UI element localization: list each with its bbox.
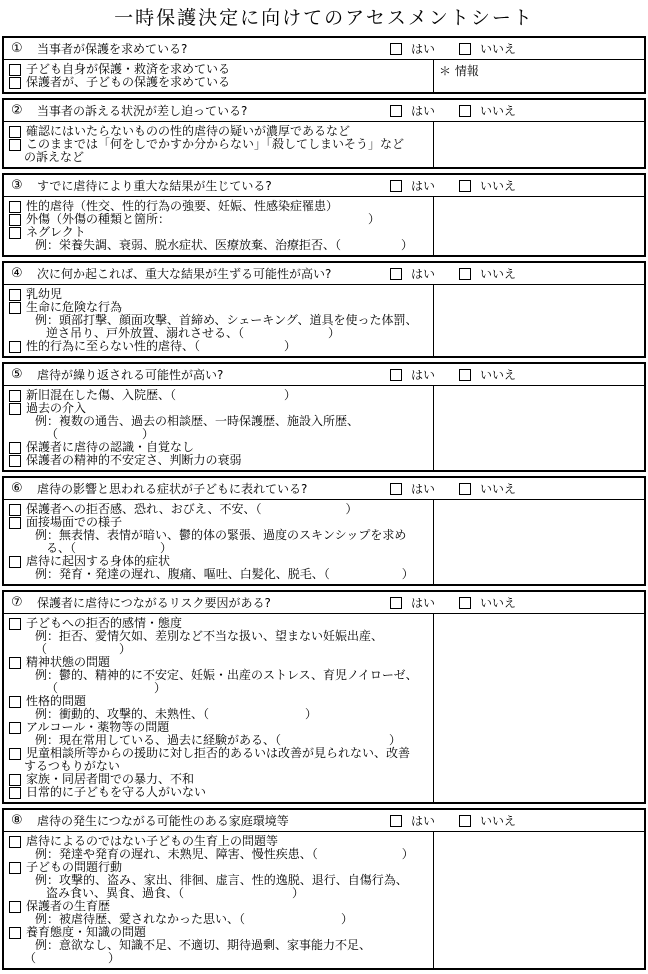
item-text: 例：頭部打撃、顔面攻撃、首締め、シェーキング、道具を使った体罰、 bbox=[35, 313, 418, 327]
yes-checkbox[interactable] bbox=[390, 815, 402, 827]
info-column bbox=[433, 500, 644, 584]
item-checkbox[interactable] bbox=[9, 403, 21, 415]
yes-label: はい bbox=[411, 814, 436, 828]
no-checkbox[interactable] bbox=[459, 43, 471, 55]
checklist bbox=[4, 500, 433, 584]
checklist bbox=[4, 285, 433, 356]
item-text: 子どもへの拒否的感情・態度 bbox=[26, 616, 183, 630]
item-text: 例：発達や発育の遅れ、未熟児、障害、慢性疾患、（ ） bbox=[35, 847, 414, 861]
item-text: 外傷（外傷の種類と箇所： ） bbox=[26, 212, 381, 226]
checklist bbox=[4, 60, 433, 92]
item-text: 例：攻撃的、盗み、家出、徘徊、虚言、性的逸脱、退行、自傷行為、 bbox=[35, 873, 408, 887]
section-number: ③ bbox=[11, 178, 23, 193]
info-column bbox=[433, 386, 644, 470]
item-text: 過去の介入 bbox=[26, 401, 87, 415]
no-checkbox[interactable] bbox=[459, 180, 471, 192]
no-label: いいえ bbox=[480, 368, 517, 382]
item-text: 確認にはいたらないものの性的虐待の疑いが濃厚であるなど bbox=[26, 124, 351, 138]
section-header bbox=[4, 175, 644, 197]
no-checkbox[interactable] bbox=[459, 369, 471, 381]
item-checkbox[interactable] bbox=[9, 289, 21, 301]
item-checkbox[interactable] bbox=[9, 517, 21, 529]
section-header bbox=[4, 592, 644, 614]
yes-checkbox[interactable] bbox=[390, 369, 402, 381]
section-number: ② bbox=[11, 103, 23, 118]
info-column bbox=[433, 122, 644, 167]
item-text: 児童相談所等からの援助に対し拒否的あるいは改善が見られない、改善 bbox=[26, 746, 411, 760]
answer-options bbox=[390, 100, 516, 121]
no-label: いいえ bbox=[480, 267, 517, 281]
section-body bbox=[4, 832, 644, 968]
section-question: 次に何か起これば、重大な結果が生ずる可能性が高い? bbox=[37, 267, 332, 281]
section bbox=[2, 98, 646, 169]
answer-options bbox=[390, 263, 516, 284]
yes-label: はい bbox=[411, 179, 436, 193]
yes-label: はい bbox=[411, 596, 436, 610]
item-text: 乳幼児 bbox=[26, 287, 63, 301]
section-body bbox=[4, 122, 644, 167]
no-label: いいえ bbox=[480, 104, 517, 118]
info-column bbox=[433, 60, 644, 92]
no-checkbox[interactable] bbox=[459, 268, 471, 280]
item-text: 例：衝動的、攻撃的、未熟性、（ ） bbox=[35, 707, 318, 721]
item-checkbox[interactable] bbox=[9, 455, 21, 467]
item-text: （ ） bbox=[24, 951, 121, 965]
yes-label: はい bbox=[411, 368, 436, 382]
section bbox=[2, 36, 646, 94]
item-checkbox[interactable] bbox=[9, 787, 21, 799]
section-question: 当事者の訴える状況が差し迫っている? bbox=[37, 104, 248, 118]
item-text: するつもりがない bbox=[24, 759, 120, 773]
sections-container bbox=[2, 36, 646, 970]
answer-options bbox=[390, 38, 516, 59]
answer-options bbox=[390, 478, 516, 499]
item-text: アルコール・薬物等の問題 bbox=[26, 720, 170, 734]
info-column bbox=[433, 614, 644, 802]
item-text: 性格的問題 bbox=[26, 694, 87, 708]
answer-options bbox=[390, 810, 516, 831]
info-column bbox=[433, 197, 644, 255]
checklist-item bbox=[4, 151, 433, 164]
item-checkbox[interactable] bbox=[9, 214, 21, 226]
yes-checkbox[interactable] bbox=[390, 597, 402, 609]
section-number: ⑧ bbox=[11, 813, 23, 828]
item-text: 保護者の精神的不安定さ、判断力の衰弱 bbox=[26, 453, 242, 467]
yes-label: はい bbox=[411, 267, 436, 281]
checklist-item bbox=[4, 952, 433, 965]
item-text: 保護者の生育歴 bbox=[26, 899, 111, 913]
item-text: 逆さ吊り、戸外放置、溺れさせる、（ ） bbox=[46, 326, 341, 340]
item-text: る、（ ） bbox=[46, 541, 173, 555]
section bbox=[2, 362, 646, 472]
info-note: ＊ 情報 bbox=[439, 64, 479, 78]
item-checkbox[interactable] bbox=[9, 302, 21, 314]
answer-options bbox=[390, 364, 516, 385]
section-header bbox=[4, 38, 644, 60]
item-checkbox[interactable] bbox=[9, 126, 21, 138]
section-body bbox=[4, 60, 644, 92]
section-header bbox=[4, 100, 644, 122]
checklist bbox=[4, 614, 433, 802]
item-text: 虐待に起因する身体的症状 bbox=[26, 554, 171, 568]
checklist bbox=[4, 386, 433, 470]
item-text: 子どもの問題行動 bbox=[26, 860, 123, 874]
item-text: 家族・同居者間での暴力、不和 bbox=[26, 772, 195, 786]
yes-label: はい bbox=[411, 104, 436, 118]
item-text: （ ） bbox=[46, 681, 167, 695]
item-checkbox[interactable] bbox=[9, 657, 21, 669]
item-checkbox[interactable] bbox=[9, 504, 21, 516]
section-header bbox=[4, 810, 644, 832]
section-header bbox=[4, 364, 644, 386]
item-text: 子ども自身が保護・救済を求めている bbox=[26, 62, 231, 76]
checklist bbox=[4, 832, 433, 968]
item-text: 虐待によるのではない子どもの生育上の問題等 bbox=[26, 834, 279, 848]
item-checkbox[interactable] bbox=[9, 139, 21, 151]
item-checkbox[interactable] bbox=[9, 227, 21, 239]
item-text: 例：栄養失調、衰弱、脱水症状、医療放棄、治療拒否、（ ） bbox=[35, 238, 414, 252]
checklist-item bbox=[4, 568, 433, 581]
checklist-item bbox=[4, 76, 433, 89]
section-question: 虐待が繰り返される可能性が高い? bbox=[37, 368, 224, 382]
item-checkbox[interactable] bbox=[9, 77, 21, 89]
item-text: 例：鬱的、精神的に不安定、妊娠・出産のストレス、育児ノイローゼ、 bbox=[35, 668, 418, 682]
section-body bbox=[4, 197, 644, 255]
item-text: 保護者への拒否感、恐れ、おびえ、不安、（ ） bbox=[26, 502, 358, 516]
checklist-item bbox=[4, 454, 433, 467]
section-body bbox=[4, 614, 644, 802]
answer-options bbox=[390, 175, 516, 196]
section bbox=[2, 808, 646, 970]
yes-checkbox[interactable] bbox=[390, 105, 402, 117]
item-checkbox[interactable] bbox=[9, 556, 21, 568]
no-label: いいえ bbox=[480, 179, 517, 193]
section bbox=[2, 476, 646, 586]
section-question: 当事者が保護を求めている? bbox=[37, 42, 188, 56]
item-text: の訴えなど bbox=[24, 150, 85, 164]
item-checkbox[interactable] bbox=[9, 927, 21, 939]
item-checkbox[interactable] bbox=[9, 722, 21, 734]
yes-label: はい bbox=[411, 42, 436, 56]
item-checkbox[interactable] bbox=[9, 618, 21, 630]
section-number: ① bbox=[11, 41, 23, 56]
item-checkbox[interactable] bbox=[9, 442, 21, 454]
item-text: 生命に危険な行為 bbox=[26, 300, 123, 314]
item-text: 保護者に虐待の認識・自覚なし bbox=[26, 440, 195, 454]
item-checkbox[interactable] bbox=[9, 774, 21, 786]
checklist bbox=[4, 197, 433, 255]
yes-checkbox[interactable] bbox=[390, 180, 402, 192]
yes-label: はい bbox=[411, 482, 436, 496]
yes-checkbox[interactable] bbox=[390, 268, 402, 280]
item-text: 性的虐待（性交、性的行為の強要、妊娠、性感染症罹患） bbox=[26, 199, 339, 213]
item-text: このままでは「何をしでかすか分からない」「殺してしまいそう」など bbox=[26, 137, 405, 151]
answer-options bbox=[390, 592, 516, 613]
section-number: ④ bbox=[11, 266, 23, 281]
item-text: 保護者が、子どもの保護を求めている bbox=[26, 75, 231, 89]
no-label: いいえ bbox=[480, 814, 517, 828]
section-question: 虐待の発生につながる可能性のある家庭環境等 bbox=[37, 814, 289, 828]
item-text: 性的行為に至らない性的虐待、（ ） bbox=[26, 339, 297, 353]
no-label: いいえ bbox=[480, 596, 517, 610]
item-checkbox[interactable] bbox=[9, 64, 21, 76]
info-column bbox=[433, 832, 644, 968]
item-text: 例：拒否、愛情欠如、差別など不当な扱い、望まない妊娠出産、 bbox=[35, 629, 384, 643]
item-text: 例：無表情、表情が暗い、鬱的体の緊張、過度のスキンシップを求め bbox=[35, 528, 407, 542]
section-body bbox=[4, 500, 644, 584]
no-checkbox[interactable] bbox=[459, 483, 471, 495]
item-checkbox[interactable] bbox=[9, 748, 21, 760]
yes-checkbox[interactable] bbox=[390, 483, 402, 495]
section bbox=[2, 173, 646, 257]
section bbox=[2, 590, 646, 804]
no-checkbox[interactable] bbox=[459, 815, 471, 827]
item-text: 精神状態の問題 bbox=[26, 655, 111, 669]
section-question: 保護者に虐待につながるリスク要因がある? bbox=[37, 596, 271, 610]
checklist-item bbox=[4, 786, 433, 799]
checklist bbox=[4, 122, 433, 167]
item-checkbox[interactable] bbox=[9, 341, 21, 353]
no-checkbox[interactable] bbox=[459, 597, 471, 609]
section-header bbox=[4, 263, 644, 285]
no-label: いいえ bbox=[480, 482, 517, 496]
section-body bbox=[4, 285, 644, 356]
item-text: 新旧混在した傷、入院歴、（ ） bbox=[26, 388, 297, 402]
section bbox=[2, 261, 646, 358]
item-text: 例：意欲なし、知識不足、不適切、期待過剰、家事能力不足、 bbox=[35, 938, 372, 952]
item-checkbox[interactable] bbox=[9, 696, 21, 708]
item-text: 盗み食い、異食、過食、（ ） bbox=[46, 886, 305, 900]
item-text: 面接場面での様子 bbox=[26, 515, 123, 529]
item-text: 日常的に子どもを守る人がいない bbox=[26, 785, 207, 799]
item-checkbox[interactable] bbox=[9, 862, 21, 874]
checklist-item bbox=[4, 239, 433, 252]
no-label: いいえ bbox=[480, 42, 517, 56]
item-text: 例：現在常用している、過去に経験がある、（ ） bbox=[35, 733, 402, 747]
section-header bbox=[4, 478, 644, 500]
item-checkbox[interactable] bbox=[9, 836, 21, 848]
section-number: ⑥ bbox=[11, 481, 23, 496]
assessment-sheet bbox=[0, 3, 648, 970]
section-number: ⑦ bbox=[11, 595, 23, 610]
item-text: （ ） bbox=[46, 427, 155, 441]
item-text: 養育態度・知識の問題 bbox=[26, 925, 147, 939]
page-title: 一時保護決定に向けてのアセスメントシート bbox=[114, 7, 534, 29]
item-checkbox[interactable] bbox=[9, 201, 21, 213]
checklist-item bbox=[4, 340, 433, 353]
item-checkbox[interactable] bbox=[9, 390, 21, 402]
section-number: ⑤ bbox=[11, 367, 23, 382]
section-question: 虐待の影響と思われる症状が子どもに表れている? bbox=[37, 482, 308, 496]
item-text: ネグレクト bbox=[26, 225, 86, 239]
item-text: 例：複数の通告、過去の相談歴、一時保護歴、施設入所歴、 bbox=[35, 414, 360, 428]
item-text: 例：発育・発達の遅れ、腹痛、嘔吐、白髪化、脱毛、（ ） bbox=[35, 567, 414, 581]
section-body bbox=[4, 386, 644, 470]
info-column bbox=[433, 285, 644, 356]
no-checkbox[interactable] bbox=[459, 105, 471, 117]
item-checkbox[interactable] bbox=[9, 901, 21, 913]
section-question: すでに虐待により重大な結果が生じている? bbox=[37, 179, 272, 193]
item-text: （ ） bbox=[35, 642, 132, 656]
yes-checkbox[interactable] bbox=[390, 43, 402, 55]
item-text: 例：被虐待歴、愛されなかった思い、（ ） bbox=[35, 912, 354, 926]
